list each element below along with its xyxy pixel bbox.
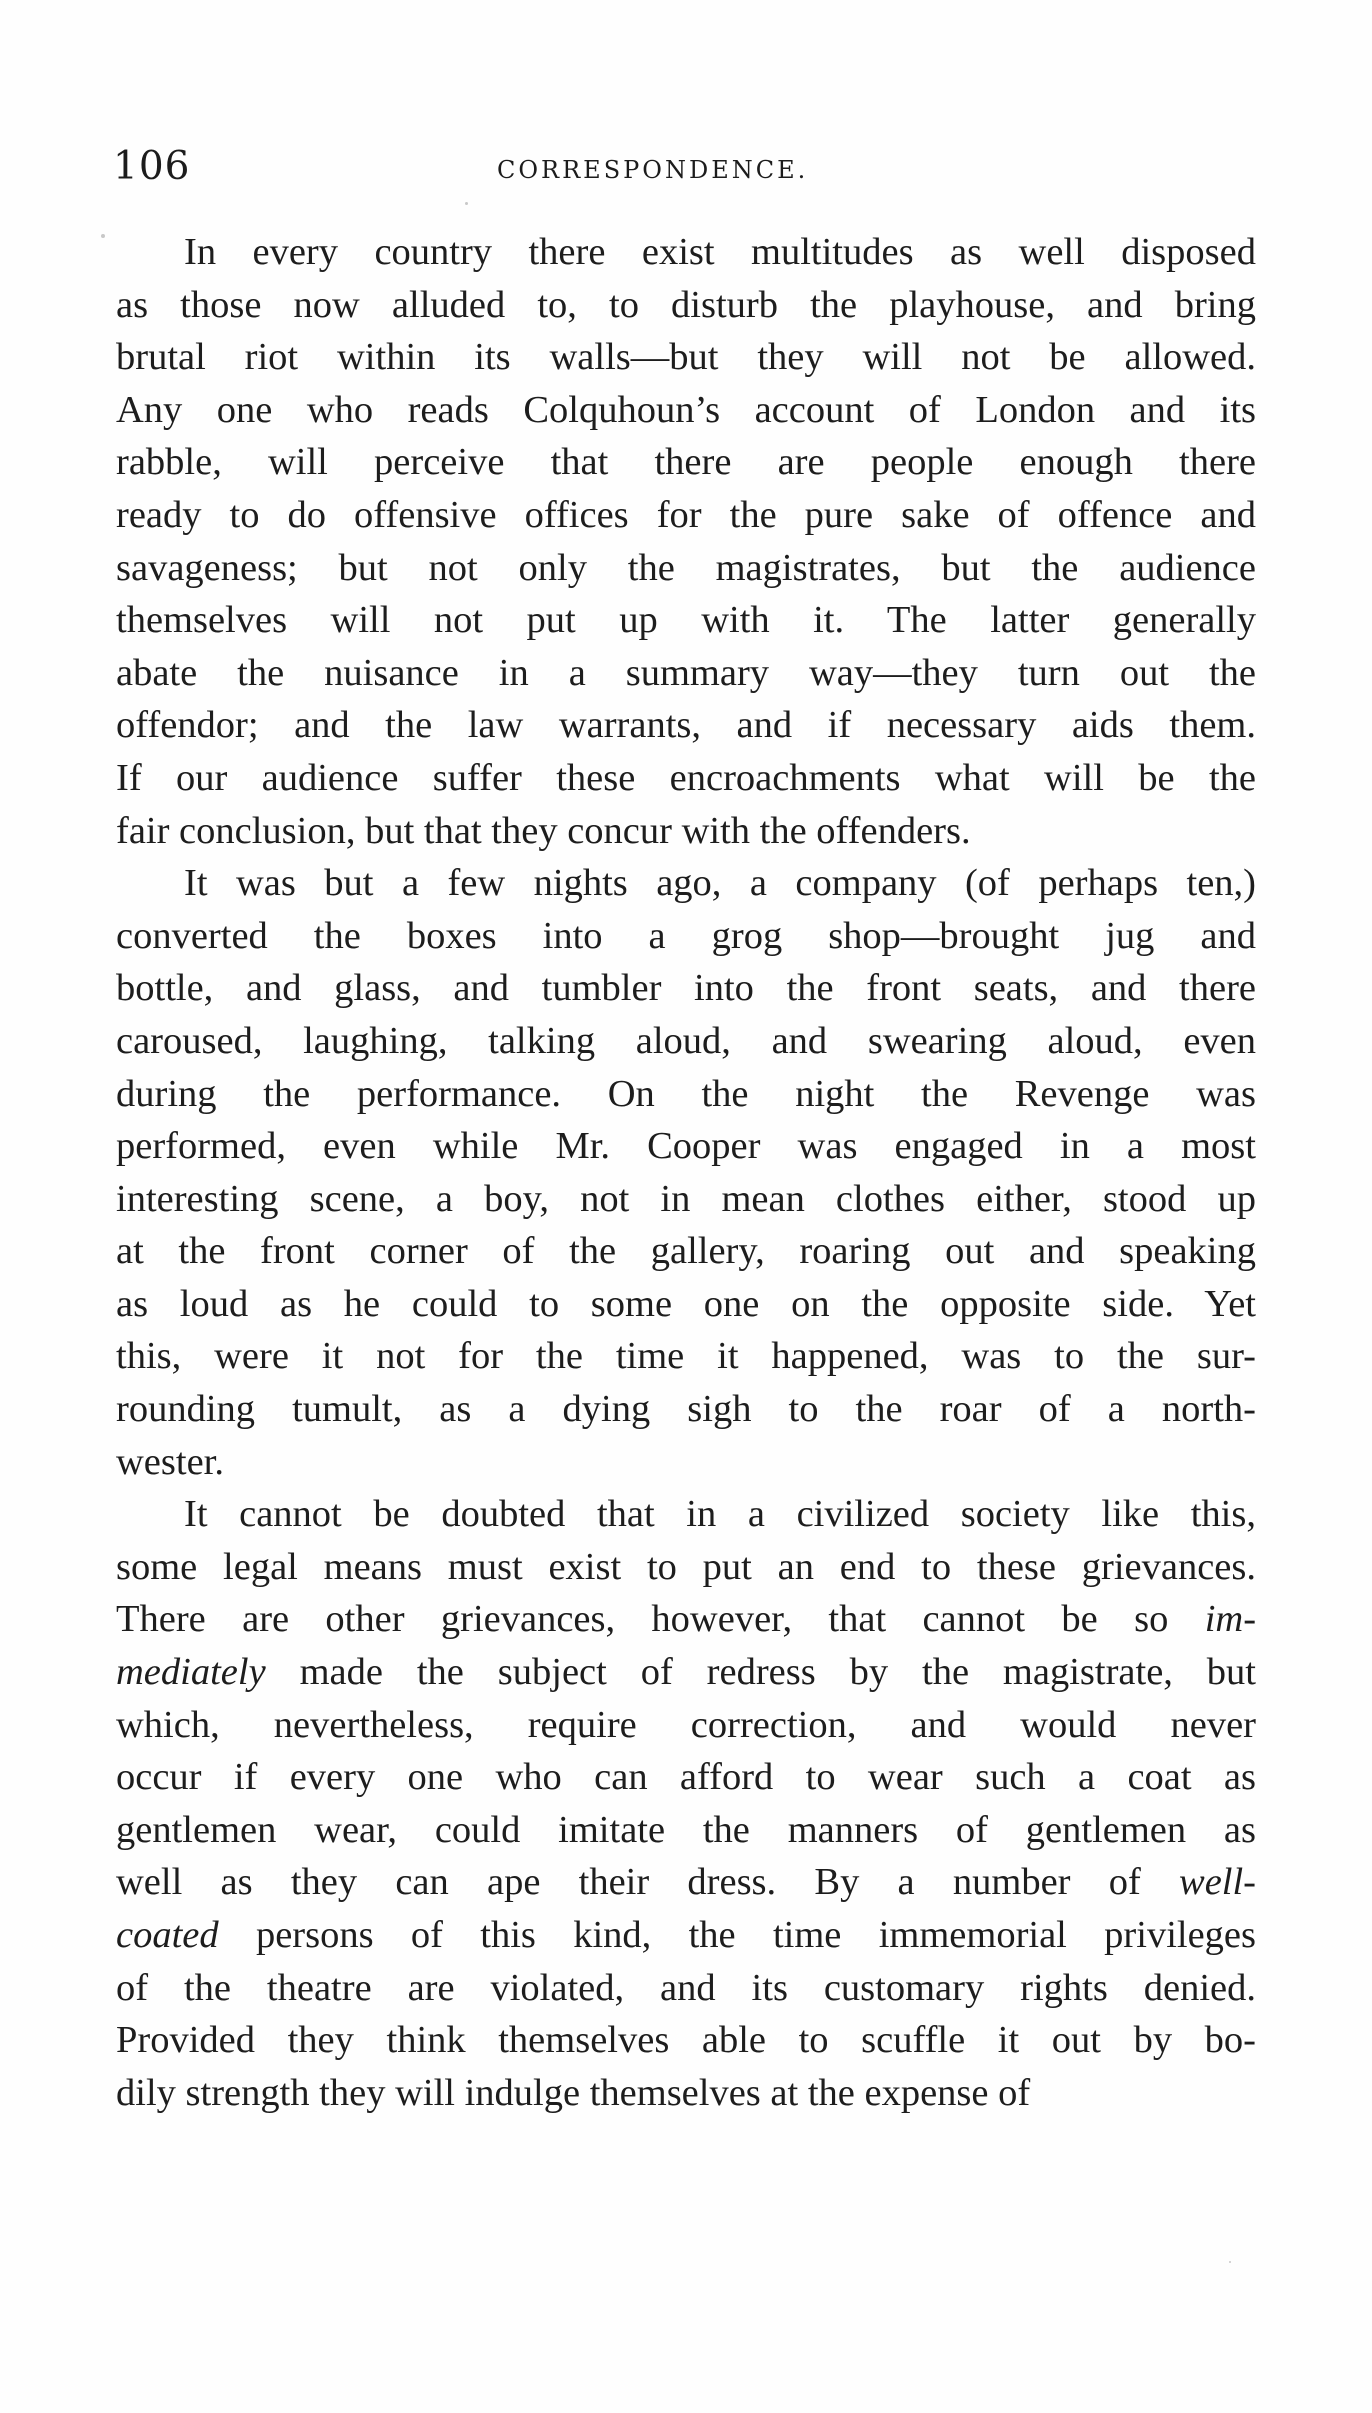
text-line: offendor; and the law warrants, and if necessary aids them. [116, 704, 1256, 747]
paragraph-1 [116, 226, 1256, 857]
paragraph-2 [116, 857, 1256, 1488]
italic-word: im- [1204, 1598, 1257, 1641]
text-line [116, 1593, 1256, 1646]
text-line: gentlemen wear, could imitate the manners of gentlemen as [116, 1808, 1256, 1851]
text-line: It was but a few nights ago, a company (of perhaps ten,) [184, 862, 1256, 905]
text-line: bottle, and glass, and tumbler into the front seats, and there [116, 967, 1256, 1010]
text-line: ready to do offensive offices for the pure sake of offence and [116, 493, 1256, 536]
text-line: occur if every one who can afford to wear such a coat as [116, 1756, 1256, 1799]
italic-word: mediately [116, 1651, 266, 1694]
paper-speck [1229, 2261, 1231, 2263]
text-line: rounding tumult, as a dying sigh to the roar of a north- [116, 1388, 1256, 1431]
running-head: CORRESPONDENCE. [497, 156, 809, 184]
page-header [113, 144, 1253, 194]
page-number: 106 [113, 144, 191, 189]
text-line: caroused, laughing, talking aloud, and swearing aloud, even [116, 1019, 1256, 1062]
text-line: performed, even while Mr. Cooper was engaged in a most [116, 1125, 1256, 1168]
text-line: It cannot be doubted that in a civilized society like this, [184, 1493, 1256, 1536]
text-line: abate the nuisance in a summary way—they turn out the [116, 651, 1256, 694]
text-line: converted the boxes into a grog shop—brought jug and [116, 914, 1256, 957]
text-line: dily strength they will indulge themselves at the expense of [116, 2071, 1031, 2114]
text-line: as those now alluded to, to disturb the playhouse, and bring [116, 283, 1256, 326]
text-line: Any one who reads Colquhoun’s account of London and its [116, 388, 1256, 431]
body-text [116, 226, 1256, 2119]
paragraph-3 [116, 1488, 1256, 2119]
text-line: this, were it not for the time it happened, was to the sur- [116, 1335, 1256, 1378]
text-line: some legal means must exist to put an end to these grievances. [116, 1545, 1256, 1588]
paper-speck [101, 234, 105, 238]
italic-word: coated [116, 1914, 219, 1956]
text-segment: persons of this kind, the time immemorial privileges [255, 1914, 1257, 1956]
text-line: rabble, will perceive that there are people enough there [116, 441, 1256, 484]
text-line [116, 1646, 1256, 1699]
text-line: at the front corner of the gallery, roaring out and speaking [116, 1230, 1256, 1273]
text-line [116, 1856, 1256, 1909]
text-line: In every country there exist multitudes as well disposed [184, 231, 1256, 273]
paper-speck [465, 202, 468, 205]
text-line: brutal riot within its walls—but they will not be allowed. [116, 336, 1256, 379]
text-segment: well as they can ape their dress. By a number of [116, 1861, 1141, 1904]
italic-word: well- [1179, 1861, 1256, 1904]
text-segment: There are other grievances, however, that cannot be so [116, 1598, 1169, 1641]
text-segment: made the subject of redress by the magistrate, but [299, 1651, 1257, 1694]
text-line: savageness; but not only the magistrates, but the audience [116, 546, 1256, 589]
text-line [116, 1909, 1256, 1962]
text-line: If our audience suffer these encroachments what will be the [116, 756, 1256, 799]
text-line: which, nevertheless, require correction, and would never [116, 1703, 1256, 1746]
text-line: wester. [116, 1440, 224, 1483]
text-line: of the theatre are violated, and its customary rights denied. [116, 1966, 1256, 2009]
text-line: as loud as he could to some one on the opposite side. Yet [116, 1282, 1256, 1325]
text-line: Provided they think themselves able to scuffle it out by bo- [116, 2019, 1256, 2062]
text-line: themselves will not put up with it. The latter generally [116, 599, 1256, 642]
text-line: interesting scene, a boy, not in mean clothes either, stood up [116, 1177, 1256, 1220]
text-line: during the performance. On the night the Revenge was [116, 1072, 1256, 1115]
text-line: fair conclusion, but that they concur with the offenders. [116, 809, 971, 852]
